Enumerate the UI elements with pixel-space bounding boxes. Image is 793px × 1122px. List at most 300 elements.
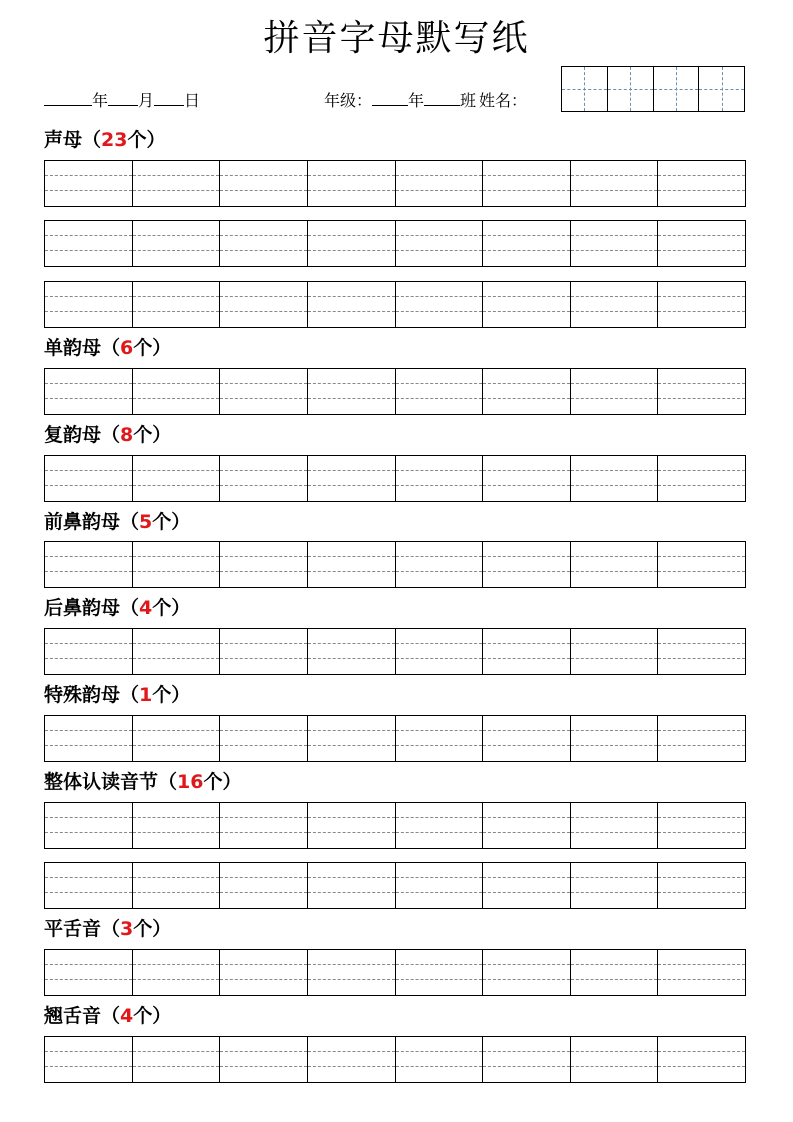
section-label-zhengti	[44, 770, 241, 794]
writing-cell[interactable]	[133, 803, 221, 848]
section-count: 4	[139, 597, 153, 619]
guide-line	[483, 817, 570, 818]
writing-cell[interactable]	[483, 369, 571, 414]
writing-cell[interactable]	[658, 456, 745, 501]
writing-cell[interactable]	[220, 629, 308, 674]
writing-cell[interactable]	[45, 716, 133, 761]
guide-line	[220, 470, 307, 471]
guide-line	[45, 643, 132, 644]
guide-line	[483, 470, 570, 471]
writing-cell[interactable]	[571, 282, 659, 327]
guide-line	[571, 1066, 658, 1067]
guide-line	[396, 817, 483, 818]
guide-line	[658, 235, 745, 236]
writing-row[interactable]	[44, 802, 746, 849]
writing-cell[interactable]	[483, 221, 571, 266]
writing-cell[interactable]	[308, 803, 396, 848]
guide-line	[220, 892, 307, 893]
writing-cell[interactable]	[220, 1037, 308, 1082]
writing-cell[interactable]	[220, 369, 308, 414]
guide-line	[396, 556, 483, 557]
writing-row[interactable]	[44, 455, 746, 502]
name-label: 姓名：	[479, 91, 528, 110]
guide-line	[396, 1051, 483, 1052]
writing-cell[interactable]	[45, 863, 133, 908]
guide-line	[220, 730, 307, 731]
guide-line	[396, 485, 483, 486]
guide-line	[658, 745, 745, 746]
writing-cell[interactable]	[133, 369, 221, 414]
guide-line	[133, 658, 220, 659]
section-suffix: 个）	[133, 424, 172, 446]
writing-cell[interactable]	[45, 950, 133, 995]
guide-line	[396, 175, 483, 176]
section-label-pingshe	[44, 917, 171, 941]
guide-line	[396, 571, 483, 572]
writing-row[interactable]	[44, 541, 746, 588]
writing-cell[interactable]	[133, 863, 221, 908]
section-suffix: 个）	[133, 337, 172, 359]
section-count: 8	[120, 424, 134, 446]
month-label: 月	[138, 91, 155, 110]
page-title: 拼音字母默写纸	[263, 18, 530, 59]
guide-line	[483, 485, 570, 486]
writing-cell[interactable]	[571, 161, 659, 206]
guide-line	[133, 398, 220, 399]
guide-line	[220, 1066, 307, 1067]
guide-line	[483, 979, 570, 980]
guide-line	[133, 571, 220, 572]
writing-cell[interactable]	[658, 950, 745, 995]
writing-cell[interactable]	[220, 456, 308, 501]
guide-line	[308, 832, 395, 833]
class-blank[interactable]	[424, 91, 460, 106]
writing-cell[interactable]	[571, 369, 659, 414]
name-cell[interactable]	[608, 67, 654, 111]
section-name: 单韵母（	[44, 337, 121, 359]
guide-line	[571, 892, 658, 893]
section-count: 23	[101, 129, 128, 151]
guide-line	[571, 398, 658, 399]
section-name: 特殊韵母（	[44, 684, 140, 706]
guide-line	[483, 745, 570, 746]
writing-cell[interactable]	[483, 803, 571, 848]
guide-line	[133, 470, 220, 471]
guide-line	[396, 190, 483, 191]
guide-line	[483, 383, 570, 384]
guide-line	[45, 832, 132, 833]
grade-blank[interactable]	[372, 91, 408, 106]
guide-line	[396, 383, 483, 384]
writing-cell[interactable]	[308, 716, 396, 761]
writing-cell[interactable]	[45, 803, 133, 848]
grade-class-name-line	[324, 89, 527, 113]
writing-cell[interactable]	[45, 282, 133, 327]
guide-line	[308, 556, 395, 557]
guide-line	[483, 1051, 570, 1052]
guide-line	[45, 979, 132, 980]
grade-year-label: 年	[408, 91, 425, 110]
guide-line	[571, 979, 658, 980]
writing-row[interactable]	[44, 628, 746, 675]
guide-line	[308, 190, 395, 191]
writing-cell[interactable]	[220, 221, 308, 266]
guide-line	[220, 658, 307, 659]
guide-line	[220, 383, 307, 384]
writing-row[interactable]	[44, 862, 746, 909]
writing-cell[interactable]	[45, 456, 133, 501]
date-line	[44, 89, 200, 113]
guide-line	[396, 311, 483, 312]
guide-line	[658, 383, 745, 384]
guide-line	[396, 877, 483, 878]
guide-line	[483, 296, 570, 297]
writing-cell[interactable]	[483, 161, 571, 206]
guide-line	[220, 832, 307, 833]
guide-line	[308, 730, 395, 731]
writing-cell[interactable]	[133, 950, 221, 995]
guide-line	[220, 311, 307, 312]
guide-line	[396, 643, 483, 644]
guide-line	[45, 296, 132, 297]
writing-cell[interactable]	[396, 161, 484, 206]
guide-line	[396, 235, 483, 236]
writing-cell[interactable]	[396, 803, 484, 848]
writing-cell[interactable]	[308, 542, 396, 587]
guide-line	[308, 817, 395, 818]
guide-line	[571, 817, 658, 818]
guide-line	[45, 1066, 132, 1067]
guide-line	[308, 979, 395, 980]
guide-line	[133, 296, 220, 297]
guide-line	[220, 175, 307, 176]
section-suffix: 个）	[133, 918, 172, 940]
guide-line	[220, 745, 307, 746]
guide-line	[133, 1066, 220, 1067]
guide-line	[658, 175, 745, 176]
guide-line	[308, 643, 395, 644]
writing-cell[interactable]	[658, 221, 745, 266]
name-writing-grid[interactable]	[561, 66, 745, 112]
name-cell[interactable]	[654, 67, 700, 111]
writing-cell[interactable]	[396, 629, 484, 674]
writing-cell[interactable]	[483, 282, 571, 327]
guide-line	[396, 730, 483, 731]
writing-cell[interactable]	[571, 716, 659, 761]
writing-cell[interactable]	[658, 161, 745, 206]
writing-cell[interactable]	[133, 282, 221, 327]
writing-cell[interactable]	[658, 369, 745, 414]
guide-line	[658, 250, 745, 251]
guide-line	[220, 296, 307, 297]
section-count: 3	[120, 918, 134, 940]
guide-line	[396, 296, 483, 297]
writing-cell[interactable]	[45, 542, 133, 587]
guide-line	[45, 745, 132, 746]
writing-cell[interactable]	[133, 456, 221, 501]
writing-cell[interactable]	[220, 161, 308, 206]
writing-cell[interactable]	[396, 369, 484, 414]
guide-line	[308, 745, 395, 746]
writing-row[interactable]	[44, 368, 746, 415]
writing-cell[interactable]	[308, 282, 396, 327]
guide-line	[483, 964, 570, 965]
class-label: 班	[460, 91, 477, 110]
guide-line	[220, 250, 307, 251]
day-label: 日	[184, 91, 201, 110]
guide-line	[45, 250, 132, 251]
writing-cell[interactable]	[45, 369, 133, 414]
writing-cell[interactable]	[396, 456, 484, 501]
guide-line	[396, 892, 483, 893]
guide-line	[133, 877, 220, 878]
guide-line	[220, 556, 307, 557]
writing-cell[interactable]	[396, 950, 484, 995]
guide-line	[45, 658, 132, 659]
writing-cell[interactable]	[133, 161, 221, 206]
section-label-danyunmu	[44, 336, 171, 360]
guide-line	[133, 383, 220, 384]
writing-cell[interactable]	[308, 221, 396, 266]
writing-row[interactable]	[44, 220, 746, 267]
guide-line	[571, 556, 658, 557]
writing-row[interactable]	[44, 1036, 746, 1083]
guide-line	[658, 658, 745, 659]
writing-cell[interactable]	[658, 1037, 745, 1082]
writing-cell[interactable]	[133, 542, 221, 587]
guide-line	[571, 832, 658, 833]
guide-line	[220, 1051, 307, 1052]
guide-line	[133, 311, 220, 312]
writing-cell[interactable]	[571, 803, 659, 848]
writing-cell[interactable]	[220, 803, 308, 848]
writing-cell[interactable]	[45, 1037, 133, 1082]
writing-cell[interactable]	[396, 863, 484, 908]
writing-cell[interactable]	[220, 950, 308, 995]
guide-line	[45, 730, 132, 731]
guide-line	[658, 556, 745, 557]
guide-line	[571, 1051, 658, 1052]
guide-line	[133, 832, 220, 833]
writing-cell[interactable]	[658, 629, 745, 674]
guide-line	[308, 311, 395, 312]
guide-line	[396, 398, 483, 399]
section-name: 后鼻韵母（	[44, 597, 140, 619]
writing-cell[interactable]	[308, 456, 396, 501]
writing-cell[interactable]	[45, 221, 133, 266]
guide-line	[658, 979, 745, 980]
section-suffix: 个）	[127, 129, 166, 151]
year-blank[interactable]	[44, 91, 92, 106]
writing-row[interactable]	[44, 160, 746, 207]
writing-cell[interactable]	[483, 456, 571, 501]
guide-line	[220, 485, 307, 486]
guide-line	[571, 730, 658, 731]
guide-line	[396, 832, 483, 833]
guide-line	[483, 250, 570, 251]
writing-cell[interactable]	[396, 716, 484, 761]
guide-line	[658, 832, 745, 833]
guide-line	[45, 964, 132, 965]
writing-cell[interactable]	[308, 1037, 396, 1082]
writing-cell[interactable]	[571, 950, 659, 995]
writing-cell[interactable]	[396, 221, 484, 266]
guide-line	[220, 979, 307, 980]
writing-cell[interactable]	[658, 863, 745, 908]
guide-line	[483, 311, 570, 312]
writing-cell[interactable]	[133, 629, 221, 674]
writing-cell[interactable]	[220, 282, 308, 327]
writing-cell[interactable]	[220, 716, 308, 761]
writing-cell[interactable]	[220, 863, 308, 908]
writing-cell[interactable]	[483, 716, 571, 761]
day-blank[interactable]	[154, 91, 184, 106]
month-blank[interactable]	[108, 91, 138, 106]
guide-line	[220, 571, 307, 572]
guide-line	[133, 485, 220, 486]
guide-line	[658, 1066, 745, 1067]
guide-line	[658, 964, 745, 965]
guide-line	[133, 979, 220, 980]
guide-line	[483, 877, 570, 878]
writing-cell[interactable]	[133, 1037, 221, 1082]
guide-line	[396, 745, 483, 746]
guide-line	[133, 643, 220, 644]
guide-line	[658, 485, 745, 486]
writing-row[interactable]	[44, 949, 746, 996]
guide-line	[45, 311, 132, 312]
guide-line	[396, 250, 483, 251]
guide-line	[483, 175, 570, 176]
section-suffix: 个）	[133, 1005, 172, 1027]
writing-cell[interactable]	[483, 950, 571, 995]
writing-cell[interactable]	[308, 161, 396, 206]
guide-line	[571, 877, 658, 878]
section-label-teshu	[44, 683, 190, 707]
guide-line	[220, 877, 307, 878]
guide-line	[571, 658, 658, 659]
writing-cell[interactable]	[483, 1037, 571, 1082]
writing-cell[interactable]	[571, 456, 659, 501]
guide-line	[396, 658, 483, 659]
writing-cell[interactable]	[133, 221, 221, 266]
writing-cell[interactable]	[571, 863, 659, 908]
guide-line	[133, 190, 220, 191]
writing-cell[interactable]	[658, 542, 745, 587]
writing-cell[interactable]	[308, 629, 396, 674]
guide-line	[571, 383, 658, 384]
guide-line	[483, 643, 570, 644]
guide-line	[133, 235, 220, 236]
guide-line	[45, 892, 132, 893]
section-count: 5	[139, 511, 153, 533]
guide-line	[571, 190, 658, 191]
writing-cell[interactable]	[308, 950, 396, 995]
writing-cell[interactable]	[483, 629, 571, 674]
guide-line	[658, 817, 745, 818]
writing-row[interactable]	[44, 281, 746, 328]
guide-line	[133, 730, 220, 731]
writing-cell[interactable]	[571, 542, 659, 587]
guide-line	[133, 745, 220, 746]
guide-line	[308, 175, 395, 176]
guide-line	[396, 979, 483, 980]
guide-line	[45, 556, 132, 557]
writing-cell[interactable]	[658, 282, 745, 327]
guide-line	[308, 470, 395, 471]
writing-cell[interactable]	[396, 542, 484, 587]
guide-line	[308, 383, 395, 384]
writing-cell[interactable]	[571, 629, 659, 674]
writing-cell[interactable]	[220, 542, 308, 587]
guide-line	[133, 556, 220, 557]
section-name: 整体认读音节（	[44, 771, 178, 793]
guide-line	[308, 1051, 395, 1052]
name-cell[interactable]	[562, 67, 608, 111]
writing-cell[interactable]	[658, 716, 745, 761]
writing-cell[interactable]	[483, 542, 571, 587]
writing-cell[interactable]	[45, 629, 133, 674]
guide-line	[483, 1066, 570, 1067]
guide-line	[45, 571, 132, 572]
writing-cell[interactable]	[483, 863, 571, 908]
guide-line	[571, 964, 658, 965]
writing-cell[interactable]	[571, 1037, 659, 1082]
guide-line	[45, 470, 132, 471]
guide-line	[220, 235, 307, 236]
writing-cell[interactable]	[133, 716, 221, 761]
guide-line	[308, 250, 395, 251]
guide-line	[658, 892, 745, 893]
guide-line	[483, 556, 570, 557]
name-cell[interactable]	[699, 67, 744, 111]
section-suffix: 个）	[152, 597, 191, 619]
guide-line	[658, 398, 745, 399]
writing-cell[interactable]	[396, 1037, 484, 1082]
guide-line	[133, 250, 220, 251]
guide-line	[571, 571, 658, 572]
section-name: 平舌音（	[44, 918, 121, 940]
writing-cell[interactable]	[396, 282, 484, 327]
section-suffix: 个）	[152, 684, 191, 706]
guide-line	[483, 892, 570, 893]
section-count: 4	[120, 1005, 134, 1027]
writing-cell[interactable]	[308, 863, 396, 908]
section-count: 16	[177, 771, 204, 793]
guide-line	[571, 250, 658, 251]
guide-line	[308, 571, 395, 572]
guide-line	[45, 817, 132, 818]
writing-cell[interactable]	[308, 369, 396, 414]
writing-cell[interactable]	[571, 221, 659, 266]
guide-line	[308, 877, 395, 878]
guide-line	[658, 643, 745, 644]
guide-line	[658, 311, 745, 312]
section-label-fuyunmu	[44, 423, 171, 447]
guide-line	[396, 470, 483, 471]
guide-line	[658, 470, 745, 471]
writing-cell[interactable]	[658, 803, 745, 848]
writing-cell[interactable]	[45, 161, 133, 206]
section-label-shengmu	[44, 128, 165, 152]
writing-row[interactable]	[44, 715, 746, 762]
guide-line	[396, 964, 483, 965]
guide-line	[133, 892, 220, 893]
guide-line	[220, 398, 307, 399]
guide-line	[571, 745, 658, 746]
guide-line	[308, 398, 395, 399]
guide-line	[133, 964, 220, 965]
